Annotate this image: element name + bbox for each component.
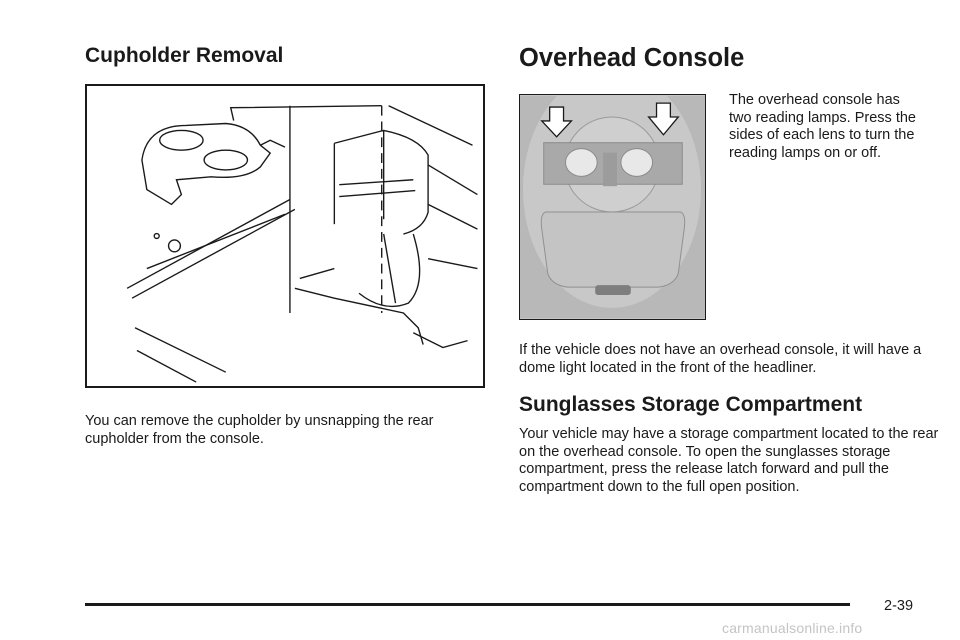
page-number: 2-39 [884,598,914,614]
overhead-console-photo [519,94,706,320]
cupholder-removal-text: You can remove the cupholder by unsnapping the rear cupholder from the console. [85,413,434,447]
cupholder-line-drawing [85,84,485,388]
reading-lamps-text: The overhead console has two reading lamps. Press the sides of each lens to turn the reading lamps on or off. [729,92,916,161]
sunglasses-storage-heading: Sunglasses Storage Compartment [519,393,863,416]
cupholder-removal-heading: Cupholder Removal [85,44,284,67]
overhead-console-heading: Overhead Console [519,44,745,72]
sunglasses-storage-text: Your vehicle may have a storage compartment located to the rear on the overhead console. To open the sunglasses storage compartment, press the release latch forward and pull the compartment down to the full open position. [519,426,939,495]
dome-light-text: If the vehicle does not have an overhead console, it will have a dome light located in the front of the headliner. [519,342,922,376]
watermark-text: carmanualsonline.info [722,620,863,636]
footer-rule [85,603,850,606]
